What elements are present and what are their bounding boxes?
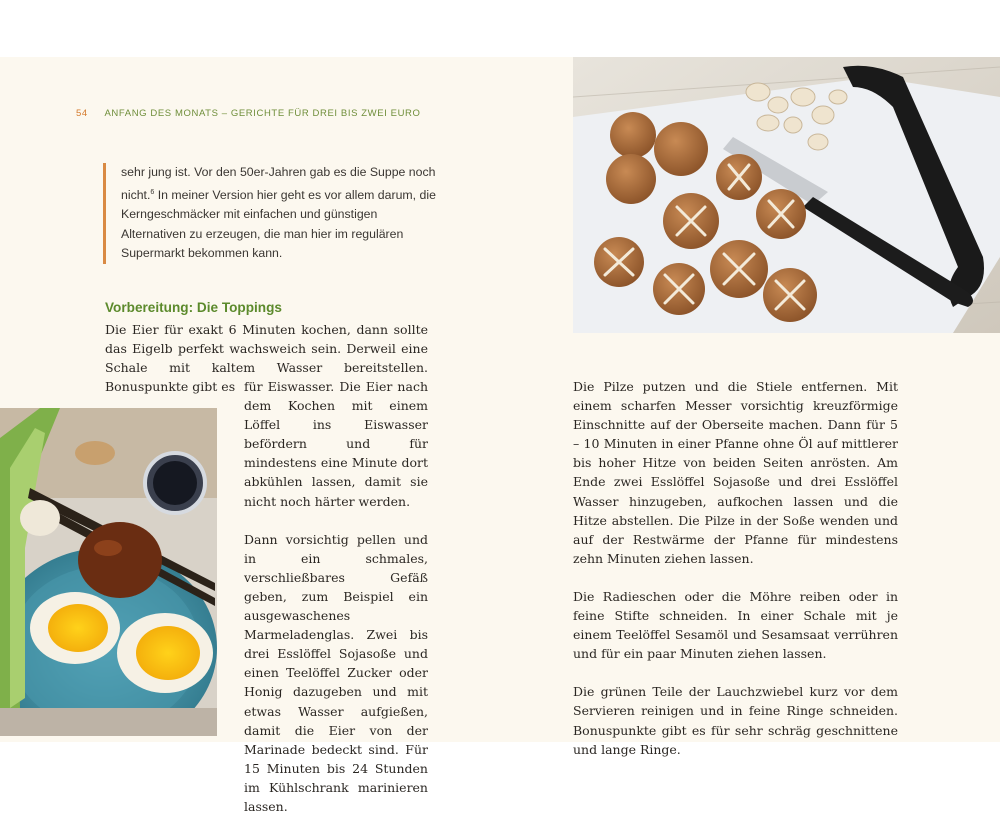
marinated-eggs-photo <box>0 408 217 736</box>
quote-text-part-2: In meiner Version hier geht es vor allem darum, die Kerngeschmäcker mit einfachen und günstigen Alternativen zu erzeugen, die man hier im regulären Supermarkt bekommen kann. <box>121 187 436 261</box>
right-paragraph: Die grünen Teile der Lauchzwiebel kurz vor dem Servieren reinigen und in feine Ringe schneiden. Bonuspunkte gibt es für sehr schräg geschnittene und lange Ringe. <box>573 684 898 757</box>
intro-quote-text <box>121 163 443 264</box>
page-number: 54 <box>76 108 88 119</box>
section-heading: Vorbereitung: Die Toppings <box>105 300 282 315</box>
footnote-marker: 6 <box>150 188 155 196</box>
left-paragraph: Dann vorsichtig pellen und in ein schmales, verschließbares Gefäß geben, zum Beispiel ein ausgewaschenes Marmeladenglas. Zwei bis drei Esslöffel Sojasoße und einen Teelöffel Zucker oder Honig dazugeben und mit etwas Wasser aufgießen, damit die Eier von der Marinade bedeckt sind. Für 15 Minuten bis 24 Stunden im Kühlschrank marinieren lassen. <box>244 531 428 814</box>
running-header <box>76 108 420 119</box>
quote-text-part-1: sehr jung ist. Vor den 50er-Jahren gab es die Suppe noch nicht. <box>121 165 436 202</box>
left-column-text <box>244 377 428 835</box>
right-paragraph: Die Radieschen oder die Möhre reiben oder in feine Stifte schneiden. In einer Schale mit je einem Teelöffel Sesamöl und Sesamsaat verrühren und für ein paar Minuten ziehen lassen. <box>573 588 898 662</box>
intro-paragraph-text: Die Eier für exakt 6 Minuten kochen, dann sollte das Eigelb perfekt wachsweich sein. Derweil eine Schale mit kaltem Wasser bereitstellen. Bonuspunkte gibt es <box>105 322 428 395</box>
left-paragraph: für Eiswasser. Die Eier nach dem Kochen mit einem Löffel ins Eiswasser befördern und für mindestens eine Minute dort abkühlen lassen, damit sie nicht noch härter werden. <box>244 379 428 509</box>
chapter-title: ANFANG DES MONATS – GERICHTE FÜR DREI BIS ZWEI EURO <box>104 108 421 119</box>
right-paragraph: Die Pilze putzen und die Stiele entfernen. Mit einem scharfen Messer vorsichtig kreuzförmige Einschnitte auf der Oberseite machen. Dann für 5 – 10 Minuten in einer Pfanne ohne Öl auf mittlerer bis hoher Hitze von beiden Seiten anrösten. Am Ende zwei Esslöffel Sojasoße und drei Esslöffel Wasser hinzugeben, aufkochen lassen und die Hitze abstellen. Die Pilze in der Soße wenden und auf der Restwärme der Pfanne für mindestens zehn Minuten ziehen lassen. <box>573 379 898 566</box>
mushrooms-photo <box>573 57 1000 333</box>
right-column-text <box>573 377 898 778</box>
intro-quote <box>103 163 443 264</box>
